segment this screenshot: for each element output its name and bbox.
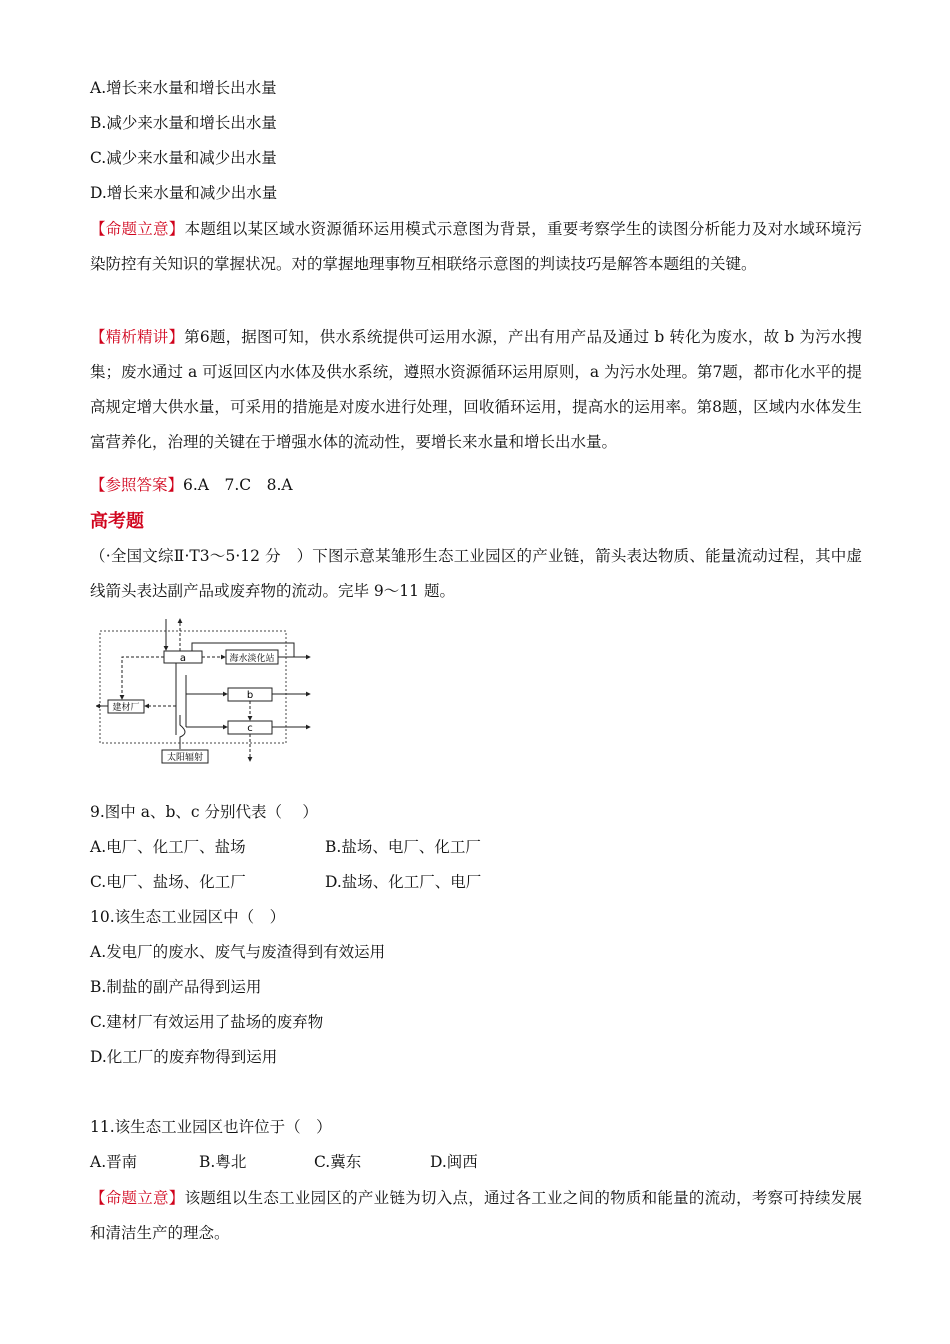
q11-option-c: C.冀东 xyxy=(314,1153,362,1171)
q10-option-d: D.化工厂的废弃物得到运用 xyxy=(90,1048,278,1066)
section-heading: 高考题 xyxy=(90,511,144,532)
q8-option-d: D.增长来水量和减少出水量 xyxy=(90,184,278,202)
intent-paragraph-2 xyxy=(90,1181,862,1251)
intent2-tag: 【命题立意】 xyxy=(90,1189,185,1207)
q10-option-b: B.制盐的副产品得到运用 xyxy=(90,978,262,996)
analysis-text: 第6题，据图可知，供水系统提供可运用水源，产出有用产品及通过 b 转化为废水，故 b 为污水搜集；废水通过 a 可返回区内水体及供水系统，遵照水资源循环运用原则，a 为污水处理。第7题，都市化水平的提高规定增大供水量，可采用的措施是对废水进行处理，回收循环运用，提高水的运用率。第8题，区域内水体发生富营养化，治理的关键在于增强水体的流动性，要增长来水量和增长出水量。 xyxy=(90,328,862,451)
answer-text: 6.A 7.C 8.A xyxy=(183,476,293,494)
flow-arrows xyxy=(96,619,310,761)
q11-option-b: B.粤北 xyxy=(199,1153,247,1171)
q11-stem: 11.该生态工业园区也许位于（ ） xyxy=(90,1118,332,1136)
q11-option-d: D.闽西 xyxy=(430,1153,478,1171)
q8-option-c: C.减少来水量和减少出水量 xyxy=(90,149,277,167)
label-b: b xyxy=(246,690,254,701)
question-intro: （·全国文综Ⅱ·T3～5·12 分 ）下图示意某雏形生态工业园区的产业链，箭头表达物质、能量流动过程，其中虚线箭头表达副产品或废弃物的流动。完毕 9～11 题。 xyxy=(90,547,862,600)
q10-option-a: A.发电厂的废水、废气与废渣得到有效运用 xyxy=(90,943,386,961)
label-c: c xyxy=(247,723,253,734)
analysis-paragraph xyxy=(90,320,862,460)
q9-option-b: B.盐场、电厂、化工厂 xyxy=(325,838,481,856)
q11-option-a: A.晋南 xyxy=(90,1153,138,1171)
answer-tag: 【参照答案】 xyxy=(90,476,184,494)
q9-option-a: A.电厂、化工厂、盐场 xyxy=(90,838,246,856)
intent-paragraph-1 xyxy=(90,212,862,282)
label-solar: 太阳辐射 xyxy=(166,753,204,763)
q9-option-c: C.电厂、盐场、化工厂 xyxy=(90,873,246,891)
q9-option-d: D.盐场、化工厂、电厂 xyxy=(325,873,482,891)
label-a: a xyxy=(179,653,187,664)
q9-stem: 9.图中 a、b、c 分别代表（ ） xyxy=(90,803,318,821)
q10-option-c: C.建材厂有效运用了盐场的废弃物 xyxy=(90,1013,324,1031)
q8-option-a: A.增长来水量和增长出水量 xyxy=(90,79,277,97)
intent-tag: 【命题立意】 xyxy=(90,220,185,238)
analysis-tag: 【精析精讲】 xyxy=(90,328,185,346)
q10-stem: 10.该生态工业园区中（ ） xyxy=(90,908,286,926)
intent-text: 本题组以某区域水资源循环运用模式示意图为背景，重要考察学生的读图分析能力及对水域环境污染防控有关知识的掌握状况。对的掌握地理事物互相联络示意图的判读技巧是解答本题组的关键。 xyxy=(90,220,862,273)
label-desalination: 海水淡化站 xyxy=(229,654,275,664)
q8-option-b: B.减少来水量和增长出水量 xyxy=(90,114,277,132)
industrial-chain-diagram xyxy=(96,615,356,767)
answer-line xyxy=(90,474,293,496)
intent2-text: 该题组以生态工业园区的产业链为切入点，通过各工业之间的物质和能量的流动，考察可持续发展和清洁生产的理念。 xyxy=(90,1189,862,1242)
label-building-materials: 建材厂 xyxy=(112,703,140,713)
